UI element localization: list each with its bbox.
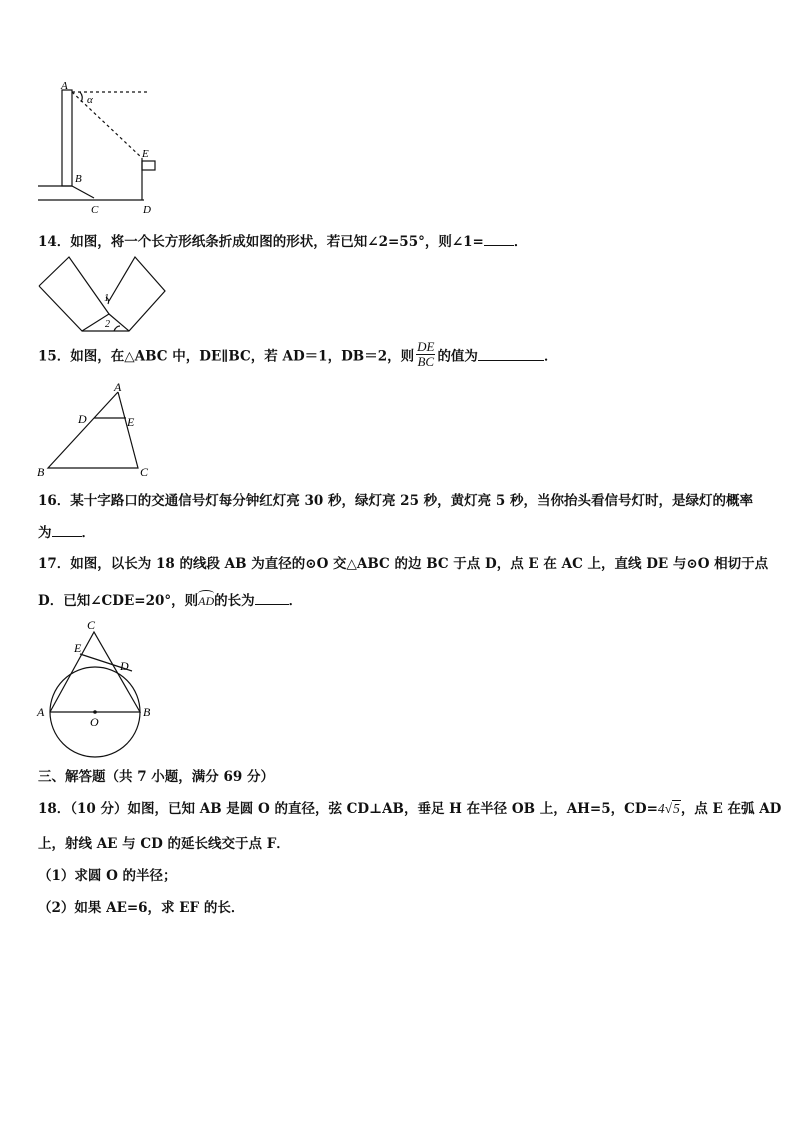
- question-18-text: 18．（10 分）如图，已知 AB 是圆 O 的直径，弦 CD⊥AB，垂足 H 在半径 OB 上，AH=5，CD=: [38, 801, 658, 817]
- figure-15-label-d: D: [78, 412, 87, 426]
- sqrt-radicand: 5: [673, 801, 680, 816]
- question-17-text-2: D．已知∠CDE=20°，则: [38, 593, 199, 609]
- figure-13-box-e: [142, 161, 155, 170]
- question-17-end: ．: [288, 593, 303, 609]
- question-18-text-2: ，点 E 在弧 AD: [680, 801, 782, 817]
- figure-13-label-b: B: [75, 173, 82, 185]
- arc-ad-symbol: AD: [198, 594, 215, 608]
- fraction-denominator: BC: [417, 354, 435, 369]
- section-3-heading: [38, 765, 274, 785]
- figure-13-label-d: D: [143, 204, 151, 216]
- question-17-line-2: [38, 589, 302, 609]
- question-17-text: 17．如图，以长为 18 的线段 AB 为直径的⊙O 交△ABC 的边 BC 于点 D，点 E 在 AC 上，直线 DE 与⊙O 相切于点: [38, 556, 769, 572]
- figure-13-building-shadow: [34, 78, 164, 218]
- question-18-part-2: [38, 896, 244, 916]
- figure-17-label-o: O: [90, 715, 99, 729]
- question-15: [38, 340, 557, 369]
- question-18-text-3: 上，射线 AE 与 CD 的延长线交于点 F．: [38, 836, 290, 852]
- fraction-numerator: DE: [417, 339, 435, 354]
- question-18-part-1-text: （1）求圆 O 的半径；: [38, 868, 177, 884]
- question-14: [38, 230, 527, 250]
- question-16-text-2: 为: [38, 525, 52, 541]
- figure-15-triangle: [34, 378, 164, 480]
- question-16-text: 16．某十字路口的交通信号灯每分钟红灯亮 30 秒，绿灯亮 25 秒，黄灯亮 5 秒，当你抬头看信号灯时，是绿灯的概率: [38, 493, 753, 509]
- question-16-end: ．: [81, 525, 95, 541]
- question-18-line-1: [38, 797, 781, 817]
- figure-17-label-c: C: [87, 618, 96, 632]
- question-18-part-1: [38, 864, 177, 884]
- figure-14-angle-2: 2: [105, 319, 110, 330]
- question-14-end: ．: [513, 234, 528, 250]
- question-15-text: 15．如图，在△ABC 中，DE∥BC，若 AD＝1，DB＝2，则: [38, 348, 415, 365]
- question-17-line-1: [38, 552, 768, 572]
- sqrt-coefficient: 4: [657, 801, 665, 816]
- section-3-title: 三、解答题（共 7 小题，满分 69 分）: [38, 769, 274, 785]
- figure-13-slant-dash: [72, 92, 142, 158]
- question-15-answer-blank: [478, 349, 544, 361]
- figure-17-label-b: B: [143, 705, 151, 719]
- figure-15-label-e: E: [127, 415, 135, 429]
- question-16-line-2: [38, 521, 95, 541]
- question-14-text: 14．如图，将一个长方形纸条折成如图的形状，若已知∠2=55°，则∠1=: [38, 234, 484, 250]
- question-16-answer-blank: [52, 525, 82, 537]
- figure-13-label-e: E: [142, 148, 149, 160]
- question-15-text2: 的值为: [437, 348, 478, 365]
- figure-15-label-a: A: [114, 380, 122, 394]
- figure-17-circle-triangle: [32, 616, 162, 762]
- question-15-fraction: [416, 340, 435, 369]
- question-14-answer-blank: [484, 234, 514, 246]
- figure-17-label-e: E: [74, 641, 82, 655]
- question-17-answer-blank: [255, 593, 289, 605]
- figure-17-label-a: A: [37, 705, 45, 719]
- figure-13-label-a: A: [61, 80, 68, 92]
- figure-13-label-c: C: [91, 204, 99, 216]
- figure-15-label-b: B: [37, 465, 45, 479]
- figure-15-label-c: C: [140, 465, 149, 479]
- question-17-text-3: 的长为: [214, 593, 255, 609]
- question-15-end: ．: [543, 348, 558, 365]
- figure-13-label-alpha: α: [87, 94, 93, 106]
- figure-13-pole: [62, 90, 72, 186]
- figure-14-angle-1: 1: [104, 293, 109, 304]
- question-18-line-2: [38, 832, 290, 852]
- sqrt-expression: 4√5: [657, 801, 680, 816]
- question-18-part-2-text: （2）如果 AE=6，求 EF 的长．: [38, 900, 245, 916]
- question-16-line-1: [38, 489, 753, 509]
- figure-17-label-d: D: [120, 659, 129, 673]
- figure-14-folded-strip: [36, 254, 166, 334]
